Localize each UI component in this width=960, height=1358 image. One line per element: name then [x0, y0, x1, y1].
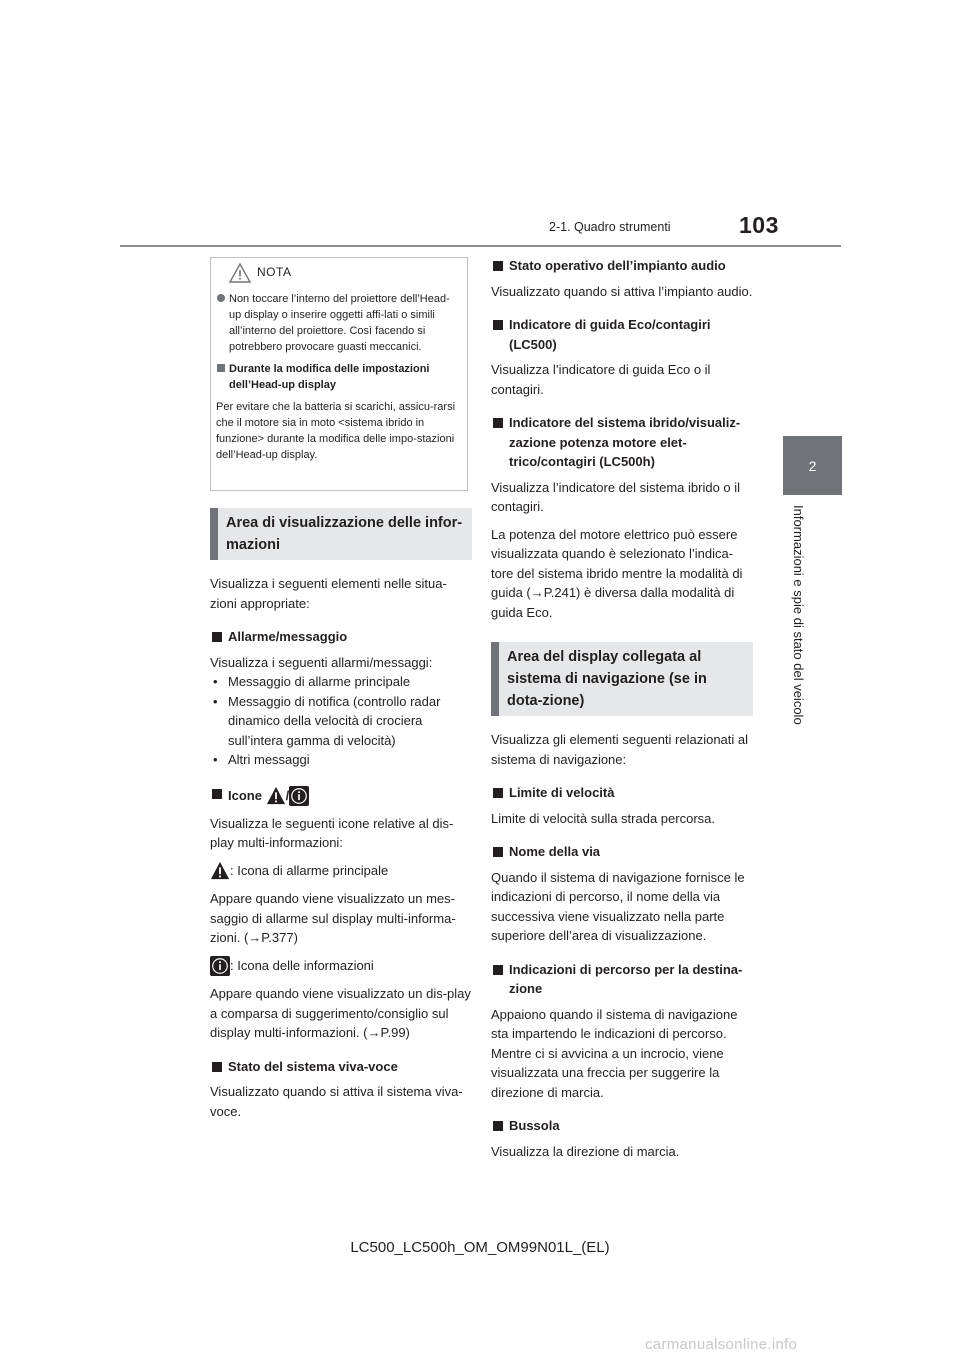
info-icon-line [210, 956, 472, 977]
subheading-hybrid: Indicatore del sistema ibrido/visualiz-zazione potenza motore elet-trico/contagiri (LC500h) [491, 413, 753, 472]
paragraph: Visualizza gli elementi seguenti relazionati al sistema di navigazione: [491, 732, 749, 767]
section-heading-navigation: Area del display collegata al sistema di navigazione (se in dota-zione) [491, 642, 753, 716]
paragraph: Visualizzato quando si attiva il sistema viva-voce. [210, 1084, 463, 1119]
warn-icon-label: : Icona di allarme principale [230, 862, 389, 878]
bullet-dot-icon [217, 294, 225, 302]
paragraph: Appare quando viene visualizzato un mes-saggio di allarme sul display multi-informa-zioni. (→P.377) [210, 891, 456, 946]
paragraph: Appare quando viene visualizzato un dis-play a comparsa di suggerimento/consiglio sul display multi-informazioni. (→P.99) [210, 986, 471, 1041]
alarm-list [210, 672, 472, 770]
note-item-text: Per evitare che la batteria si scarichi, assicu-rarsi che il motore sia in moto <sistema ibrido in funzione> durante la modifica delle impo-stazioni dell’Head-up display. [216, 401, 456, 461]
note-box [210, 257, 468, 491]
subheading-audio: Stato operativo dell’impianto audio [491, 256, 753, 276]
paragraph: Visualizza le seguenti icone relative al dis-play multi-informazioni: [210, 815, 454, 850]
list-item: • Messaggio di allarme principale [210, 672, 472, 692]
warning-icon [266, 786, 286, 806]
paragraph: Visualizza i seguenti allarmi/messaggi: [210, 654, 433, 670]
paragraph: Visualizzato quando si attiva l’impianto audio. [491, 283, 753, 299]
bullet-square-icon [217, 364, 225, 372]
footer-watermark: carmanualsonline.info [645, 1336, 798, 1353]
paragraph: Visualizza l’indicatore di guida Eco o il contagiri. [491, 362, 711, 397]
info-icon [210, 956, 230, 976]
subheading-handsfree: Stato del sistema viva-voce [210, 1057, 472, 1077]
subheading-eco: Indicatore di guida Eco/contagiri (LC500) [491, 315, 753, 354]
chapter-tab: 2 [783, 436, 842, 495]
list-item: • Messaggio di notifica (controllo radar dinamico della velocità di crociera sull’intera gamma di velocità) [210, 692, 472, 751]
subheading-street-name: Nome della via [491, 842, 753, 862]
paragraph: Appaiono quando il sistema di navigazione sta impartendo le indicazioni di percorso. Mentre ci si avvicina a un incrocio, viene visualizzata una freccia per suggerire la direzione di marcia. [491, 1006, 738, 1100]
section-heading-info-area: Area di visualizzazione delle infor-mazioni [210, 508, 472, 560]
paragraph: Limite di velocità sulla strada percorsa. [491, 810, 715, 826]
paragraph: Visualizza la direzione di marcia. [491, 1143, 680, 1159]
note-header [211, 258, 467, 288]
paragraph: Quando il sistema di navigazione fornisce le indicazioni di percorso, il nome della via successiva viene visualizzato nella parte superiore dell’area di visualizzazione. [491, 869, 745, 943]
note-item-title [216, 361, 460, 393]
note-item [216, 291, 460, 355]
subheading-speed-limit: Limite di velocità [491, 783, 753, 803]
paragraph: Visualizza l’indicatore del sistema ibrido o il contagiri. [491, 479, 741, 514]
paragraph: La potenza del motore elettrico può essere visualizzata quando è selezionato l’indica-tore del sistema ibrido mentre la modalità di guida (→P.241) è diversa dalla modalità di guida Eco. [491, 526, 743, 620]
caution-triangle-icon [228, 262, 252, 284]
subheading-icons [210, 784, 472, 808]
warning-icon [210, 861, 230, 881]
note-item-heading: Durante la modifica delle impostazioni dell’Head-up display [229, 363, 430, 391]
icons-separator: / [285, 787, 290, 803]
left-column [210, 508, 472, 1129]
note-item-text: Non toccare l’interno del proiettore dell’Head-up display o inserire oggetti affi-lati o simili all’interno del proiettore. Così facendo si potrebbero provocare guasti meccanici. [229, 293, 450, 353]
note-title: NOTA [257, 265, 292, 279]
footer-model-code: LC500_LC500h_OM_OM99N01L_(EL) [350, 1239, 610, 1256]
info-icon-label: : Icona delle informazioni [230, 957, 374, 973]
subheading-alarm: Allarme/messaggio [210, 627, 472, 647]
icons-title: Icone [228, 787, 262, 803]
subheading-compass: Bussola [491, 1116, 753, 1136]
section-title: 2-1. Quadro strumenti [549, 220, 671, 234]
page-number: 103 [739, 212, 779, 238]
subheading-route-guidance: Indicazioni di percorso per la destina-zione [491, 960, 753, 999]
paragraph: Visualizza i seguenti elementi nelle situa-zioni appropriate: [210, 576, 447, 611]
list-item: • Altri messaggi [210, 750, 472, 770]
note-body [216, 291, 460, 463]
warn-icon-line [210, 861, 472, 882]
info-icon [289, 786, 309, 806]
chapter-title: Informazioni e spie di stato del veicolo [791, 505, 806, 725]
header-divider [120, 245, 841, 247]
right-column [491, 250, 753, 1169]
